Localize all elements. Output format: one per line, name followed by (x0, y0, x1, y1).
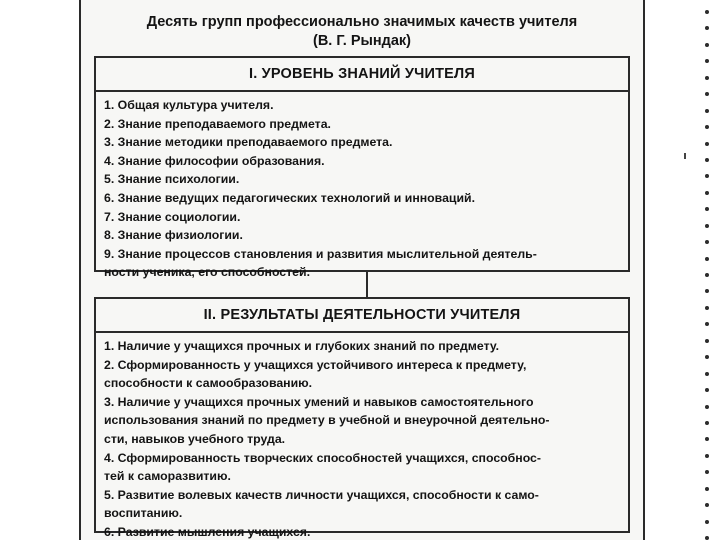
decorative-dot (705, 437, 709, 441)
list-item: 8. Знание физиологии. (104, 228, 243, 243)
decorative-dot (705, 339, 709, 343)
decorative-dot (705, 76, 709, 80)
section-heading: II. РЕЗУЛЬТАТЫ ДЕЯТЕЛЬНОСТИ УЧИТЕЛЯ (96, 299, 628, 333)
section-activity-results (94, 297, 630, 539)
decorative-dot (705, 240, 709, 244)
decorative-dot (705, 59, 709, 63)
section-connector-line (366, 272, 368, 297)
decorative-dot (705, 322, 709, 326)
document-page (79, 0, 645, 540)
list-item: 9. Знание процессов становления и развития мыслительной деятель- ности ученика, его способностей. (104, 246, 537, 280)
decorative-dot (705, 372, 709, 376)
list-item: 5. Знание психологии. (104, 172, 240, 187)
section-list (96, 333, 628, 542)
list-item: 3. Знание методики преподаваемого предмета. (104, 135, 393, 150)
decorative-dot (705, 92, 709, 96)
list-item: 6. Знание ведущих педагогических технологий и инноваций. (104, 190, 476, 205)
decorative-dot (705, 26, 709, 30)
decorative-dot (705, 454, 709, 458)
decorative-dot (705, 174, 709, 178)
list-item: 2. Сформированность у учащихся устойчивого интереса к предмету, способности к самообразованию. (104, 357, 527, 391)
decorative-dot (705, 191, 709, 195)
document-author: (В. Г. Рындак) (313, 33, 411, 49)
list-item: 2. Знание преподаваемого предмета. (104, 116, 331, 131)
decorative-dot (705, 355, 709, 359)
decorative-dot (705, 503, 709, 507)
decorative-dot (705, 388, 709, 392)
list-item: 4. Знание философии образования. (104, 153, 325, 168)
decorative-dot (705, 421, 709, 425)
list-item: 7. Знание социологии. (104, 209, 241, 224)
decorative-dot (705, 405, 709, 409)
decorative-dot (705, 10, 709, 14)
decorative-dot (705, 289, 709, 293)
decorative-dot-border (703, 10, 711, 540)
section-knowledge-level (94, 56, 630, 280)
decorative-dot (705, 306, 709, 310)
decorative-dot (705, 109, 709, 113)
decorative-dot (705, 536, 709, 540)
list-item: 1. Общая культура учителя. (104, 98, 274, 112)
document-title: Десять групп профессионально значимых качеств учителя (146, 14, 578, 30)
decorative-dot (705, 125, 709, 129)
list-item: 1. Наличие у учащихся прочных и глубоких знаний по предмету. (104, 339, 500, 353)
section-heading: I. УРОВЕНЬ ЗНАНИЙ УЧИТЕЛЯ (96, 58, 628, 92)
decorative-dot (705, 224, 709, 228)
decorative-dot (705, 520, 709, 524)
section-list (96, 92, 628, 282)
list-item: 6. Развитие мышления учащихся. (104, 524, 311, 539)
list-item: 3. Наличие у учащихся прочных умений и навыков самостоятельного использования знаний по предмету в учебной и внеурочной деятельно- сти, навыков учебного труда. (104, 394, 550, 446)
decorative-dot (705, 142, 709, 146)
list-item: 4. Сформированность творческих способностей учащихся, способнос- тей к саморазвитию. (104, 450, 541, 484)
scan-mark (684, 153, 686, 159)
decorative-dot (705, 273, 709, 277)
list-item: 5. Развитие волевых качеств личности учащихся, способности к само- воспитанию. (104, 487, 539, 521)
decorative-dot (705, 207, 709, 211)
decorative-dot (705, 487, 709, 491)
decorative-dot (705, 158, 709, 162)
decorative-dot (705, 257, 709, 261)
decorative-dot (705, 43, 709, 47)
decorative-dot (705, 470, 709, 474)
